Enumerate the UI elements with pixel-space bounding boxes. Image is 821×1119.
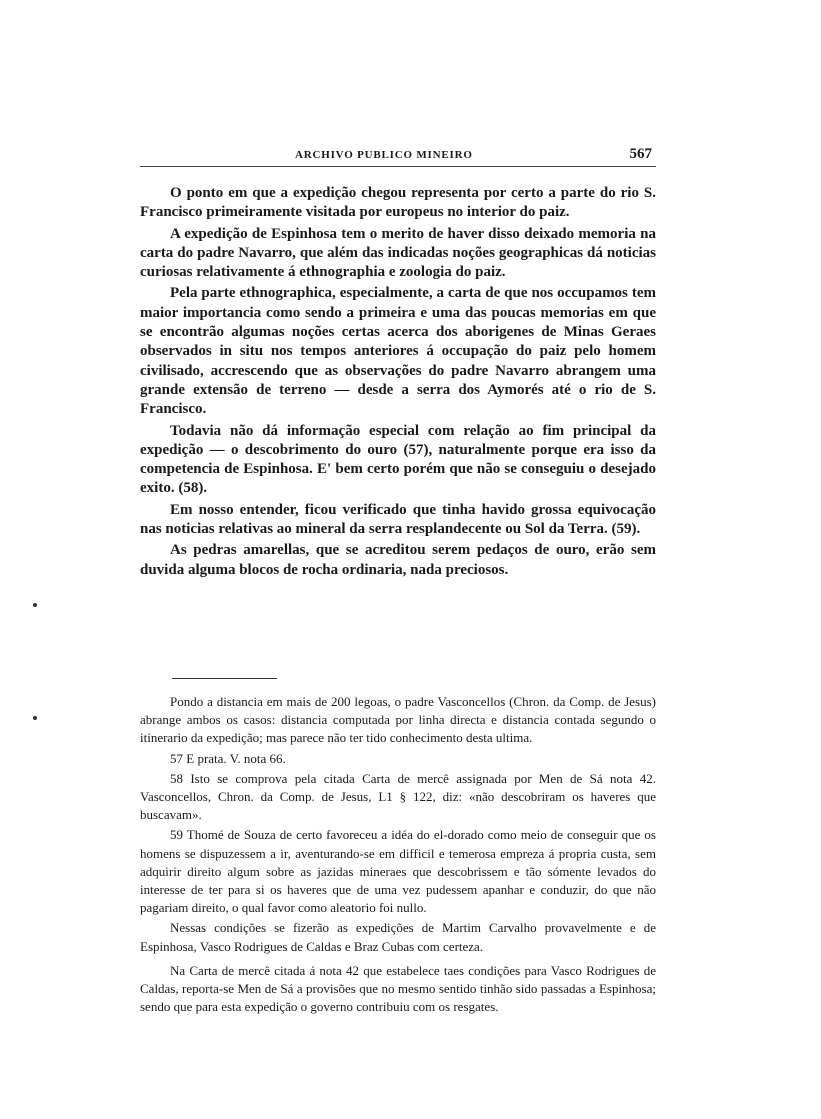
- body-paragraph: O ponto em que a expedição chegou representa por certo a parte do rio S. Francisco primeiramente visitada por europeus no interior do paiz.: [140, 185, 656, 221]
- body-paragraph: A expedição de Espinhosa tem o merito de haver disso deixado memoria na carta do padre Navarro, que além das indicadas noções geographicas dá noticias curiosas relativamente á ethnographia e zoologia do paiz.: [140, 225, 656, 281]
- body-paragraph: Pela parte ethnographica, especialmente, a carta de que nos occupamos tem maior importancia como sendo a primeira e uma das poucas memorias em que se encontrão algumas noções certas acerca dos aborigenes de Minas Geraes observados in situ nos tempos anteriores á occupação do paiz pelo homem civilisado, accrescendo que as observações do padre Navarro abrangem uma grande extensão de terreno — desde a serra dos Aymorés até o rio de S. Francisco.: [140, 285, 656, 418]
- page-number: 567: [629, 146, 652, 162]
- margin-speck: [33, 603, 37, 607]
- running-title: ARCHIVO PUBLICO MINEIRO: [295, 149, 473, 161]
- running-header: [140, 146, 656, 169]
- main-text: [140, 184, 656, 582]
- footnotes: [140, 693, 656, 1018]
- margin-speck: [33, 716, 37, 720]
- footnote: 59 Thomé de Souza de certo favoreceu a idéa do el-dorado como meio de conseguir que os homens se dispuzessem a ir, aventurando-se em difficil e temerosa empreza á propria custa, sem adquirir direito algum sobre as jazidas mineraes que descobrissem e tão sómente levados do interesse de ter para si os haveres que de uma vez pudessem apanhar e conduzir, do que não pagariam direito, o qual favor como aleatorio foi nullo.: [140, 827, 656, 916]
- body-paragraph: Em nosso entender, ficou verificado que tinha havido grossa equivocação nas noticias relativas ao mineral da serra resplandecente ou Sol da Terra. (59).: [140, 501, 656, 538]
- footnote: Na Carta de mercê citada á nota 42 que estabelece taes condições para Vasco Rodrigues de Caldas, reporta-se Men de Sá a provisões que no mesmo sentido tinhão sido passadas a Espinhosa; sendo que para esta expedição o governo contribuiu com os resgates.: [140, 962, 656, 1015]
- body-paragraph: As pedras amarellas, que se acreditou serem pedaços de ouro, erão sem duvida alguma blocos de rocha ordinaria, nada preciosos.: [140, 542, 656, 578]
- body-paragraph: Todavia não dá informação especial com relação ao fim principal da expedição — o descobrimento do ouro (57), naturalmente porque era isso da competencia de Espinhosa. E' bem certo porém que não se conseguiu o desejado exito. (58).: [140, 422, 656, 497]
- footnote-rule: [172, 678, 277, 679]
- footnote: 57 E prata. V. nota 66.: [170, 750, 286, 766]
- footnote: 58 Isto se comprova pela citada Carta de mercê assignada por Men de Sá nota 42. Vasconcellos, Chron. da Comp. de Jesus, L1 § 122, diz: «não descobriram os haveres que buscavam».: [140, 770, 656, 823]
- footnote: Pondo a distancia em mais de 200 legoas, o padre Vasconcellos (Chron. da Comp. de Jesus) abrange ambos os casos: distancia computada por linha directa e distancia contada segundo o itinerario da expedição; mas parece não ter tido conhecimento desta ultima.: [140, 694, 656, 746]
- footnote: Nessas condições se fizerão as expedições de Martim Carvalho provavelmente e de Espinhosa, Vasco Rodrigues de Caldas e Braz Cubas com certeza.: [140, 920, 656, 954]
- header-rule: [140, 166, 656, 167]
